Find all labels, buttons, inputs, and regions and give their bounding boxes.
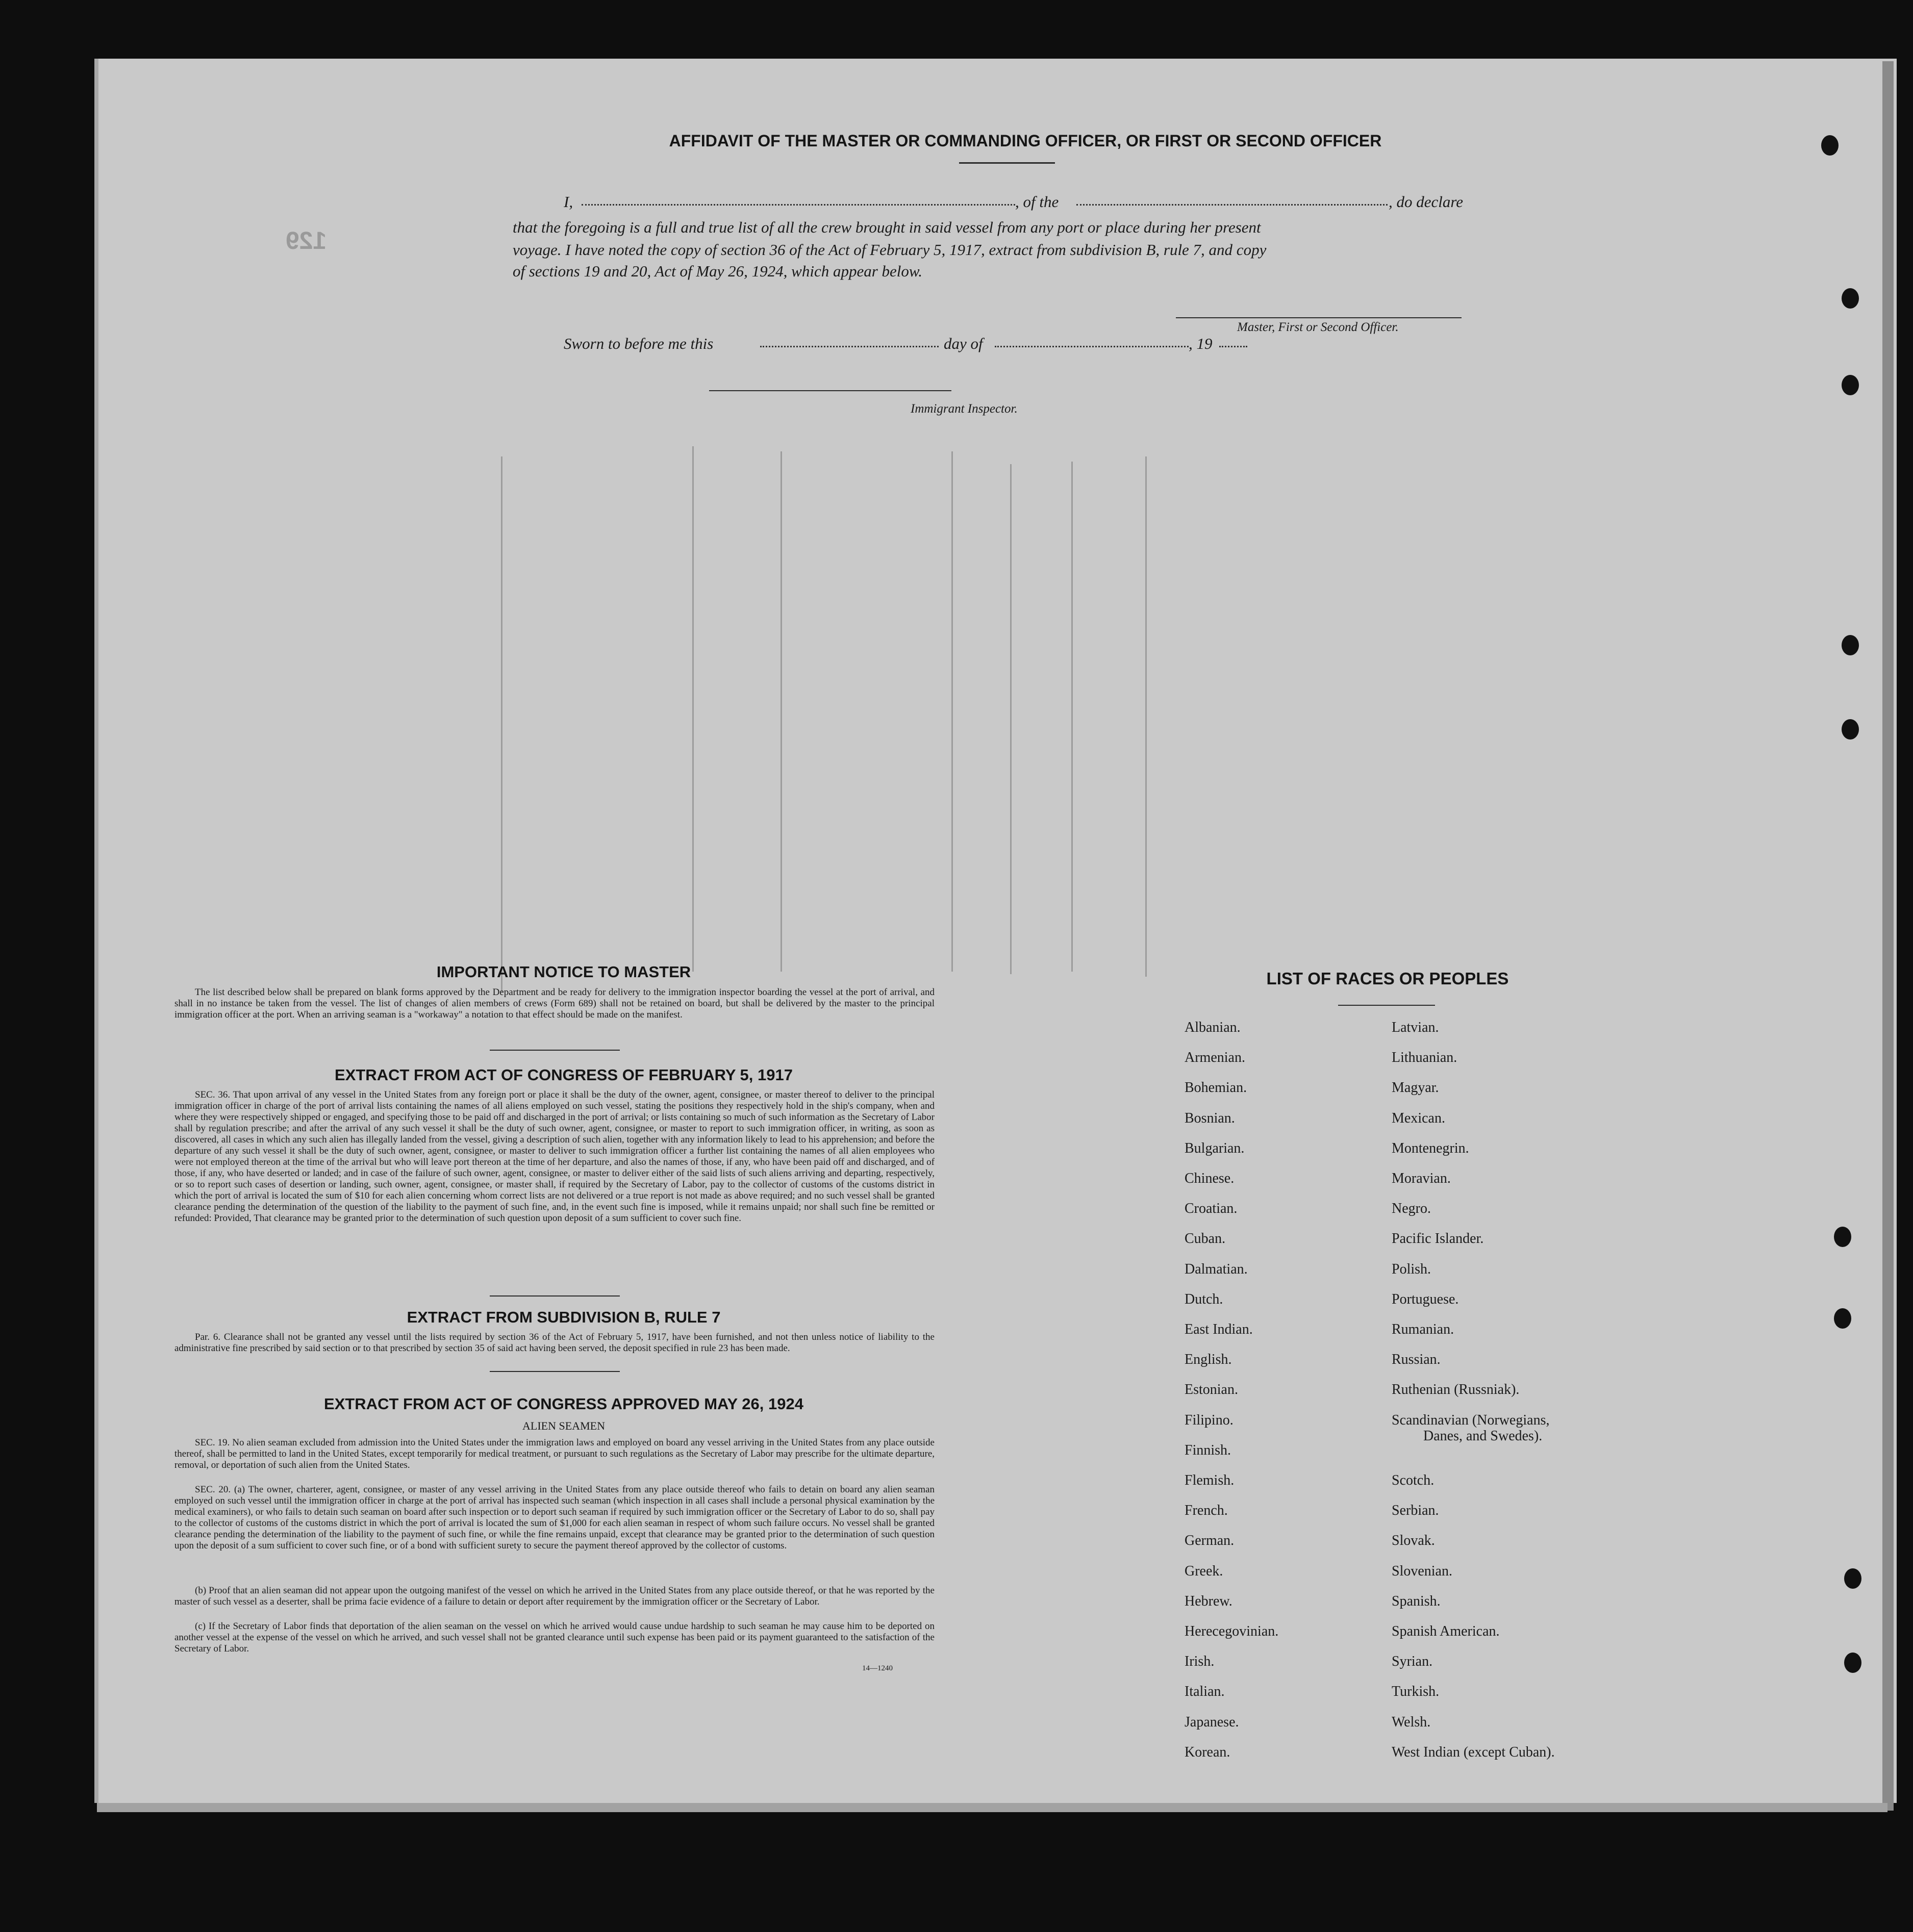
- races-title: LIST OF RACES OR PEOPLES: [1266, 969, 1509, 988]
- notice-body: The list described below shall be prepared on blank forms approved by the Department and be ready for delivery to the immigration inspector boarding the vessel at the port of arrival, and shall in no instance be taken from the vessel. The list of changes of alien members of crews (Form 689) shall not be retained on board, but shall be delivered by the master to the principal immigration officer at the port. When an arriving seaman is a "workaway" a notation to that effect should be made on the manifest.: [174, 987, 935, 1020]
- race-item: Bulgarian.: [1185, 1140, 1245, 1156]
- sworn-year-blank[interactable]: [1219, 346, 1247, 347]
- rule7-body: Par. 6. Clearance shall not be granted any vessel until the lists required by section 36 of the Act of February 5, 1917, have been furnished, and not then unless notice of liability to the administrative fine prescribed by said section or to that prescribed by section 35 of said act having been served, the deposit specified in rule 23 has been made.: [174, 1332, 935, 1354]
- sworn-month-blank[interactable]: [995, 346, 1189, 347]
- race-item: Bohemian.: [1185, 1080, 1247, 1096]
- race-item: Scotch.: [1392, 1472, 1434, 1488]
- punch-hole: [1842, 719, 1859, 740]
- sheet-bottom-edge: [97, 1803, 1887, 1812]
- extract-1917-title: EXTRACT FROM ACT OF CONGRESS OF FEBRUARY 5, 1917: [335, 1066, 793, 1084]
- race-item: Bosnian.: [1185, 1110, 1235, 1126]
- race-item: Greek.: [1185, 1563, 1223, 1579]
- race-item: Herecegovinian.: [1185, 1623, 1279, 1639]
- race-item: Slovak.: [1392, 1533, 1435, 1548]
- notice-title: IMPORTANT NOTICE TO MASTER: [436, 963, 691, 981]
- day-of-label: day of: [944, 335, 983, 352]
- race-item: Estonian.: [1185, 1382, 1238, 1397]
- race-item: Slovenian.: [1392, 1563, 1452, 1579]
- punch-hole: [1834, 1308, 1851, 1329]
- race-item: Armenian.: [1185, 1050, 1245, 1065]
- divider: [490, 1050, 620, 1051]
- race-item: Cuban.: [1185, 1231, 1226, 1247]
- race-item: Scandinavian (Norwegians,: [1392, 1412, 1550, 1428]
- punch-hole: [1842, 375, 1859, 395]
- race-item: Moravian.: [1392, 1171, 1451, 1186]
- punch-hole: [1821, 135, 1839, 156]
- race-item: Montenegrin.: [1392, 1140, 1469, 1156]
- race-item: Spanish American.: [1392, 1623, 1500, 1639]
- divider: [490, 1371, 620, 1372]
- sworn-line: [564, 335, 1278, 357]
- race-item: Croatian.: [1185, 1201, 1238, 1216]
- extract-1924-sec20b: (b) Proof that an alien seaman did not appear upon the outgoing manifest of the vessel on which he arrived in the United States from any place outside thereof, or that he was reported by the master of such vessel as a deserter, shall be prima facie evidence of a failure to detain or deport after requirement by the immigration officer or the Secretary of Labor.: [174, 1585, 935, 1607]
- race-item: Turkish.: [1392, 1684, 1440, 1699]
- race-item: Spanish.: [1392, 1593, 1441, 1609]
- race-item: Chinese.: [1185, 1171, 1235, 1186]
- title-underline: [959, 162, 1055, 164]
- punch-hole: [1842, 288, 1859, 309]
- races-underline: [1338, 1005, 1435, 1006]
- race-item: Russian.: [1392, 1352, 1441, 1367]
- affidavit-line3: voyage. I have noted the copy of section 36 of the Act of February 5, 1917, extract from subdivision B, rule 7, and copy: [513, 241, 1267, 259]
- affidavit-of-the: , of the: [1015, 193, 1059, 211]
- punch-hole: [1844, 1653, 1861, 1673]
- inspector-signature-line[interactable]: [709, 390, 951, 391]
- race-item: Serbian.: [1392, 1503, 1439, 1518]
- affidavit-declare: , do declare: [1389, 193, 1464, 211]
- punch-hole: [1834, 1227, 1851, 1247]
- race-item: East Indian.: [1185, 1321, 1253, 1337]
- sworn-label: Sworn to before me this: [564, 335, 714, 352]
- race-item: Danes, and Swedes).: [1423, 1428, 1543, 1444]
- affidavit-line1: [564, 193, 1497, 215]
- race-item: Latvian.: [1392, 1020, 1439, 1035]
- alien-seamen-subtitle: ALIEN SEAMEN: [522, 1419, 605, 1432]
- bleed-rule: [1145, 456, 1147, 977]
- form-number: 14—1240: [862, 1664, 893, 1672]
- race-item: Polish.: [1392, 1261, 1431, 1277]
- race-item: Portuguese.: [1392, 1291, 1459, 1307]
- sworn-day-blank[interactable]: [760, 346, 939, 347]
- punch-hole: [1844, 1568, 1861, 1589]
- bleed-rule: [692, 446, 694, 972]
- bleed-rule: [1010, 464, 1012, 974]
- race-item: Negro.: [1392, 1201, 1431, 1216]
- punch-hole: [1842, 635, 1859, 655]
- race-item: German.: [1185, 1533, 1235, 1548]
- race-item: French.: [1185, 1503, 1228, 1518]
- race-item: Welsh.: [1392, 1714, 1431, 1730]
- extract-1924-sec19: SEC. 19. No alien seaman excluded from admission into the United States under the immigration laws and employed on board any vessel arriving in the United States from any place outside thereof, shall be permitted to land in the United States, except temporarily for medical treatment, or pursuant to such regulations as the Secretary of Labor may prescribe for the ultimate departure, removal, or deportation of such alien from the United States.: [174, 1437, 935, 1470]
- inspector-label: Immigrant Inspector.: [911, 402, 1018, 416]
- race-item: Mexican.: [1392, 1110, 1445, 1126]
- race-item: Finnish.: [1185, 1442, 1231, 1458]
- race-item: Korean.: [1185, 1744, 1230, 1760]
- race-item: Japanese.: [1185, 1714, 1239, 1730]
- extract-1924-sec20c: (c) If the Secretary of Labor finds that deportation of the alien seaman on the vessel on which he arrived would cause undue hardship to such seaman he may cause him to be deported on another vessel at the expense of the vessel on which he arrived, and such vessel shall not be granted clearance until such expense has been paid or its payment guaranteed to the satisfaction of the Secretary of Labor.: [174, 1621, 935, 1654]
- sheet-edge: [1882, 61, 1894, 1811]
- affidavit-line4: of sections 19 and 20, Act of May 26, 1924, which appear below.: [513, 262, 923, 280]
- race-item: Irish.: [1185, 1654, 1215, 1669]
- rule7-title: EXTRACT FROM SUBDIVISION B, RULE 7: [407, 1308, 721, 1326]
- extract-1917-body: SEC. 36. That upon arrival of any vessel in the United States from any foreign port or place it shall be the duty of the owner, agent, consignee, or master thereof to deliver to the principal immigration officer in charge of the port of arrival lists containing the names of all aliens employed on such vessel, stating the positions they respectively hold in the ship's company, when and where they were respectively shipped or engaged, and specifying those to be paid off and discharged in the port of arrival; or lists containing so much of such information as the Secretary of Labor shall by regulation prescribe; and after the arrival of any such vessel it shall be the duty of such owner, agent, consignee, or master to report to such immigration officer, in writing, as soon as discovered, all cases in which any such alien has illegally landed from the vessel, giving a description of such alien, together with any information likely to lead to his apprehension; and before the departure of any such vessel it shall be the duty of such owner, agent, consignee, or master to deliver to such immigration officer a further list containing the names of all alien employees who were not employed thereon at the time of the arrival but who will leave port thereon at the time of her departure, and also the names of those, if any, who have been paid off and discharged, and of those, if any, who have deserted or landed; and in case of the failure of such owner, agent, consignee, or master to deliver either of the said lists of such aliens arriving and departing, respectively, or so to report such cases of desertion or landing, such owner, agent, consignee, or master shall, if required by the Secretary of Labor, pay to the collector of customs of the customs district in which the port of arrival is located the sum of $10 for each alien concerning whom correct lists are not delivered or a true report is not made as above required; and no such vessel shall be granted clearance pending the determination of the question of the liability to the payment of such fine, and, in the event such fine is imposed, while it remains unpaid; nor shall such fine be remitted or refunded: Provided, That clearance may be granted prior to the determination of such question upon deposit of a sum sufficient to cover such fine.: [174, 1089, 935, 1224]
- race-item: Magyar.: [1392, 1080, 1439, 1096]
- race-item: Pacific Islander.: [1392, 1231, 1484, 1247]
- race-item: Dutch.: [1185, 1291, 1223, 1307]
- bleed-form-number: 129: [286, 227, 327, 255]
- race-item: West Indian (except Cuban).: [1392, 1744, 1555, 1760]
- extract-1924-title: EXTRACT FROM ACT OF CONGRESS APPROVED MAY 26, 1924: [324, 1395, 803, 1413]
- race-item: Rumanian.: [1392, 1321, 1454, 1337]
- race-item: Albanian.: [1185, 1020, 1241, 1035]
- divider: [490, 1295, 620, 1297]
- affidavit-title: AFFIDAVIT OF THE MASTER OR COMMANDING OFFICER, OR FIRST OR SECOND OFFICER: [669, 132, 1382, 150]
- race-item: Filipino.: [1185, 1412, 1234, 1428]
- master-signature-line[interactable]: [1176, 317, 1462, 318]
- extract-1924-sec20a: SEC. 20. (a) The owner, charterer, agent, consignee, or master of any vessel arriving in the United States from any place outside thereof who fails to detain on board any alien seaman employed on such vessel until the immigration officer in charge at the port of arrival has inspected such seaman (which inspection in all cases shall include a personal physical examination by the medical examiners), or who fails to detain such seaman on board after such inspection or to deport such seaman if required by such immigration officer or the Secretary of Labor to do so, shall pay to the collector of customs of the customs district in which the port of arrival is located the sum of $1,000 for each alien seaman in respect of whom such failure occurs. No vessel shall be granted clearance pending the determination of the liability to the payment of such fine, or while the fine remains unpaid, except that clearance may be granted prior to the determination of such question upon the deposit of a sum sufficient to cover such fine, or of a bond with sufficient surety to secure the payment thereof approved by the collector of customs.: [174, 1484, 935, 1551]
- bleed-rule: [781, 451, 782, 972]
- bleed-rule: [501, 456, 502, 992]
- year-label: , 19: [1189, 335, 1213, 352]
- race-item: Ruthenian (Russniak).: [1392, 1382, 1520, 1397]
- vessel-blank[interactable]: [1076, 204, 1388, 206]
- race-item: Hebrew.: [1185, 1593, 1232, 1609]
- bleed-rule: [1071, 462, 1073, 972]
- affidavit-i: I,: [564, 193, 573, 211]
- race-item: Flemish.: [1185, 1472, 1235, 1488]
- race-item: Syrian.: [1392, 1654, 1433, 1669]
- name-blank[interactable]: [582, 204, 1015, 206]
- bleed-rule: [951, 451, 953, 972]
- race-item: Italian.: [1185, 1684, 1225, 1699]
- affidavit-line2: that the foregoing is a full and true list of all the crew brought in said vessel from any port or place during her present: [513, 218, 1261, 236]
- master-label: Master, First or Second Officer.: [1237, 320, 1399, 334]
- race-item: Dalmatian.: [1185, 1261, 1248, 1277]
- race-item: English.: [1185, 1352, 1232, 1367]
- race-item: Lithuanian.: [1392, 1050, 1457, 1065]
